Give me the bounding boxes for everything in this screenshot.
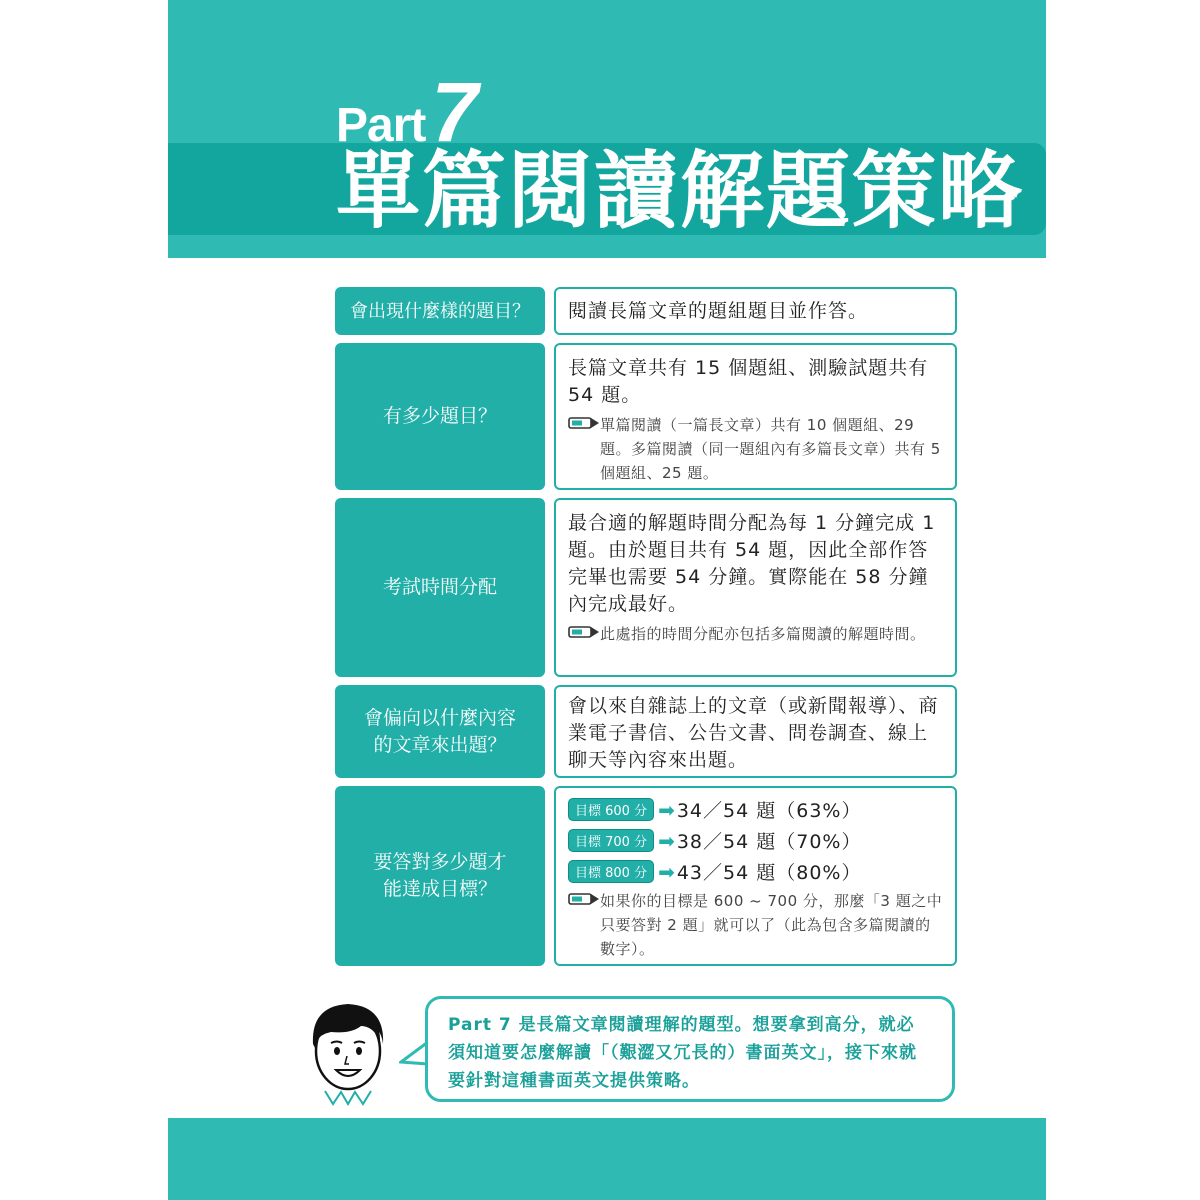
info-row-target-score <box>335 786 957 966</box>
target-line <box>568 825 943 856</box>
target-value: 43／54 題（80%） <box>676 862 862 884</box>
note-text: 此處指的時間分配亦包括多篇閱讀的解題時間。 <box>600 625 926 643</box>
row-answer: 會以來自雜誌上的文章（或新聞報導）、商業電子書信、公告文書、問卷調查、線上聊天等內容來出題。 <box>568 695 939 771</box>
target-line <box>568 856 943 887</box>
note <box>568 622 943 646</box>
note-text: 如果你的目標是 600 ~ 700 分，那麼「3 題之中只要答對 2 題」就可以了（此為包含多篇閱讀的數字）。 <box>600 892 943 958</box>
chapter-header <box>168 0 1046 258</box>
pencil-icon <box>568 892 600 906</box>
row-question: 會出現什麼樣的題目？ <box>335 287 545 335</box>
footer-band <box>168 1118 1046 1200</box>
bubble-text: Part 7 是長篇文章閱讀理解的題型。想要拿到高分，就必須知道要怎麼解讀「（艱澀又冗長的）書面英文」，接下來就要針對這種書面英文提供策略。 <box>448 1015 917 1091</box>
row-answer-box <box>554 287 957 335</box>
target-line <box>568 794 943 825</box>
note <box>568 413 943 485</box>
speech-bubble <box>425 996 955 1102</box>
info-row-question-type <box>335 287 957 335</box>
arrow-icon: ➡ <box>658 797 675 822</box>
note-text: 單篇閱讀（一篇長文章）共有 10 個題組、29 題。多篇閱讀（同一題組內有多篇長文章）共有 5 個題組、25 題。 <box>600 416 941 482</box>
row-answer-box <box>554 343 957 490</box>
row-answer: 閱讀長篇文章的題組題目並作答。 <box>568 300 869 322</box>
info-row-content-type <box>335 685 957 778</box>
target-value: 34／54 題（63%） <box>676 800 862 822</box>
info-row-question-count <box>335 343 957 490</box>
target-badge: 目標 600 分 <box>568 798 654 821</box>
row-answer-box <box>554 786 957 966</box>
row-answer: 最合適的解題時間分配為每 1 分鐘完成 1 題。由於題目共有 54 題，因此全部作答完畢也需要 54 分鐘。實際能在 58 分鐘內完成最好。 <box>568 512 936 615</box>
chapter-title: 單篇閱讀解題策略 <box>336 142 1025 240</box>
row-question: 會偏向以什麼內容 的文章來出題？ <box>335 685 545 778</box>
row-question: 要答對多少題才 能達成目標？ <box>335 786 545 966</box>
note <box>568 889 943 961</box>
arrow-icon: ➡ <box>658 859 675 884</box>
row-answer: 長篇文章共有 15 個題組、測驗試題共有 54 題。 <box>568 357 929 406</box>
pencil-icon <box>568 625 600 639</box>
target-value: 38／54 題（70%） <box>676 831 862 853</box>
target-badge: 目標 700 分 <box>568 829 654 852</box>
row-question: 考試時間分配 <box>335 498 545 677</box>
book-page <box>168 0 1046 1200</box>
arrow-icon: ➡ <box>658 828 675 853</box>
part-number: 7 <box>431 65 479 159</box>
row-answer-box <box>554 498 957 677</box>
info-row-time-allocation <box>335 498 957 677</box>
pencil-icon <box>568 416 600 430</box>
row-answer-box <box>554 685 957 778</box>
target-badge: 目標 800 分 <box>568 860 654 883</box>
part-word: Part <box>336 99 426 152</box>
character-face-icon <box>303 996 393 1108</box>
row-question: 有多少題目？ <box>335 343 545 490</box>
